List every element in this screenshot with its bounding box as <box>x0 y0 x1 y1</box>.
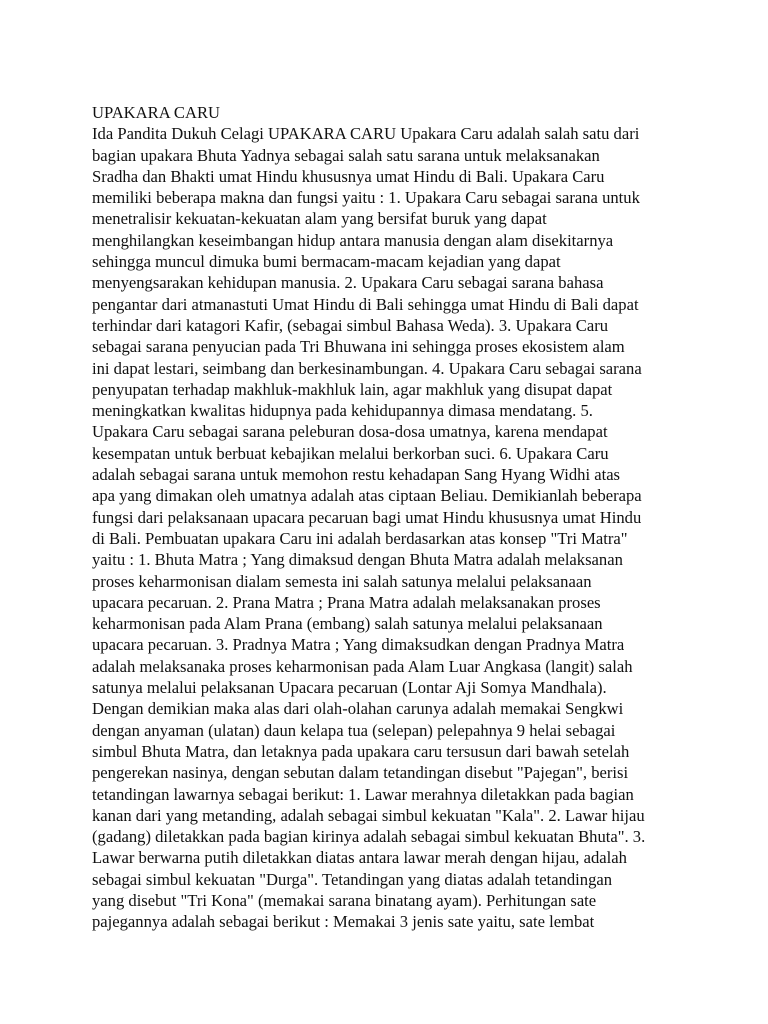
body-line: menyengsarakan kehidupan manusia. 2. Upakara Caru sebagai sarana bahasa <box>92 273 604 293</box>
body-line: sebagai simbul kekuatan "Durga". Tetandingan yang diatas adalah tetandingan <box>92 869 613 889</box>
body-line: tetandingan lawarnya sebagai berikut: 1. Lawar merahnya diletakkan pada bagian <box>92 784 634 804</box>
body-line: dengan anyaman (ulatan) daun kelapa tua (selepan) pelepahnya 9 helai sebagai <box>92 720 616 740</box>
document-title: UPAKARA CARU <box>92 103 221 122</box>
body-line: adalah melaksanaka proses keharmonisan pada Alam Luar Angkasa (langit) salah <box>92 656 633 676</box>
body-line: (gadang) diletakkan pada bagian kirinya adalah sebagai simbul kekuatan Bhuta". 3. <box>92 827 646 847</box>
body-line: Dengan demikian maka alas dari olah-olahan carunya adalah memakai Sengkwi <box>92 699 624 719</box>
body-line: menghilangkan keseimbangan hidup antara manusia dengan alam disekitarnya <box>92 230 614 250</box>
body-line: kanan dari yang metanding, adalah sebagai simbul kekuatan "Kala". 2. Lawar hijau <box>92 805 645 825</box>
body-line: adalah sebagai sarana untuk memohon restu kehadapan Sang Hyang Widhi atas <box>92 465 621 485</box>
document-page <box>92 102 692 933</box>
body-line: simbul Bhuta Matra, dan letaknya pada upakara caru tersusun dari bawah setelah <box>92 741 630 761</box>
body-line: bagian upakara Bhuta Yadnya sebagai salah satu sarana untuk melaksanakan <box>92 145 600 165</box>
body-line: upacara pecaruan. 3. Pradnya Matra ; Yang dimaksudkan dengan Pradnya Matra <box>92 635 625 655</box>
document-body <box>92 123 692 932</box>
body-line: pajegannya adalah sebagai berikut : Memakai 3 jenis sate yaitu, sate lembat <box>92 912 595 932</box>
body-line: sehingga muncul dimuka bumi bermacam-macam kejadian yang dapat <box>92 252 561 272</box>
body-line: proses keharmonisan dialam semesta ini salah satunya melalui pelaksanaan <box>92 571 592 591</box>
body-line: keharmonisan pada Alam Prana (embang) salah satunya melalui pelaksanaan <box>92 614 603 634</box>
body-line: Upakara Caru sebagai sarana peleburan dosa-dosa umatnya, karena mendapat <box>92 422 608 442</box>
body-line: Ida Pandita Dukuh Celagi UPAKARA CARU Upakara Caru adalah salah satu dari <box>92 124 640 144</box>
body-line: di Bali. Pembuatan upakara Caru ini adalah berdasarkan atas konsep "Tri Matra" <box>92 528 628 548</box>
body-line: pengerekan nasinya, dengan sebutan dalam tetandingan disebut "Pajegan", berisi <box>92 763 629 783</box>
body-line: yang disebut "Tri Kona" (memakai sarana binatang ayam). Perhitungan sate <box>92 890 597 910</box>
body-line: pengantar dari atmanastuti Umat Hindu di Bali sehingga umat Hindu di Bali dapat <box>92 294 639 314</box>
body-line: Lawar berwarna putih diletakkan diatas antara lawar merah dengan hijau, adalah <box>92 848 627 868</box>
body-line: Sradha dan Bhakti umat Hindu khususnya umat Hindu di Bali. Upakara Caru <box>92 166 605 186</box>
body-line: meningkatkan kwalitas hidupnya pada kehidupannya dimasa mendatang. 5. <box>92 401 593 421</box>
body-line: apa yang dimakan oleh umatnya adalah atas ciptaan Beliau. Demikianlah beberapa <box>92 486 642 506</box>
body-line: ini dapat lestari, seimbang dan berkesinambungan. 4. Upakara Caru sebagai sarana <box>92 358 642 378</box>
body-line: penyupatan terhadap makhluk-makhluk lain, agar makhluk yang disupat dapat <box>92 379 613 399</box>
body-line: memiliki beberapa makna dan fungsi yaitu : 1. Upakara Caru sebagai sarana untuk <box>92 188 640 208</box>
body-line: sebagai sarana penyucian pada Tri Bhuwana ini sehingga proses ekosistem alam <box>92 337 625 357</box>
body-line: yaitu : 1. Bhuta Matra ; Yang dimaksud dengan Bhuta Matra adalah melaksanan <box>92 550 623 570</box>
body-line: satunya melalui pelaksanan Upacara pecaruan (Lontar Aji Somya Mandhala). <box>92 678 607 698</box>
body-line: kesempatan untuk berbuat kebajikan melalui berkorban suci. 6. Upakara Caru <box>92 443 609 463</box>
body-line: upacara pecaruan. 2. Prana Matra ; Prana Matra adalah melaksanakan proses <box>92 592 601 612</box>
body-line: fungsi dari pelaksanaan upacara pecaruan bagi umat Hindu khususnya umat Hindu <box>92 507 642 527</box>
body-line: terhindar dari katagori Kafir, (sebagai simbul Bahasa Weda). 3. Upakara Caru <box>92 315 609 335</box>
body-line: menetralisir kekuatan-kekuatan alam yang bersifat buruk yang dapat <box>92 209 547 229</box>
